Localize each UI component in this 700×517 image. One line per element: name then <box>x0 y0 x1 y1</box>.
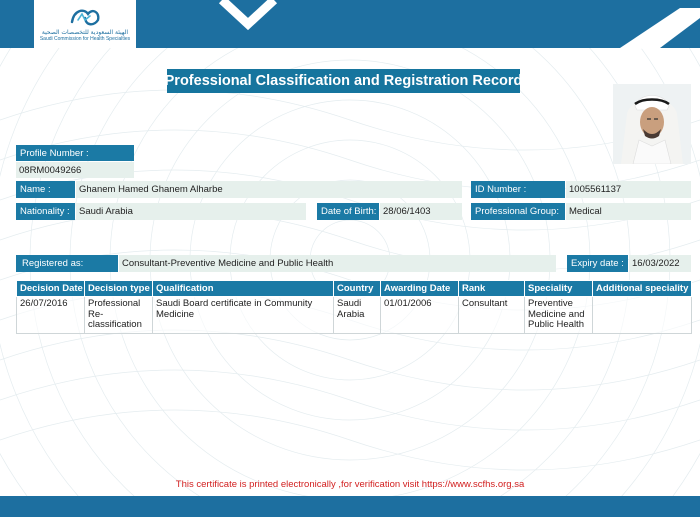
scfhs-emblem-icon <box>68 6 102 28</box>
id-number-value: 1005561137 <box>566 181 691 198</box>
cell-qualification: Saudi Board certificate in Community Medicine <box>153 297 334 334</box>
logo-arabic-text: الهيئة السعودية للتخصصات الصحية <box>41 29 129 36</box>
expiry-date-value: 16/03/2022 <box>629 255 691 272</box>
profile-photo <box>613 84 691 164</box>
table-row <box>17 297 692 334</box>
col-header-speciality: Speciality <box>525 281 593 297</box>
nationality-value: Saudi Arabia <box>76 203 306 220</box>
expiry-date-label: Expiry date : <box>567 255 628 272</box>
name-label: Name : <box>16 181 75 198</box>
name-value: Ghanem Hamed Ghanem Alharbe <box>76 181 462 198</box>
nationality-label: Nationality : <box>16 203 75 220</box>
col-header-decision-date: Decision Date <box>17 281 85 297</box>
professional-group-value: Medical <box>566 203 691 220</box>
page-title: Professional Classification and Registration Record <box>167 69 520 93</box>
table-header-row <box>17 281 692 297</box>
portrait-image <box>613 84 691 164</box>
cell-decision-type: Professional Re-classification <box>85 297 153 334</box>
col-header-country: Country <box>334 281 381 297</box>
col-header-awarding-date: Awarding Date <box>381 281 459 297</box>
col-header-decision-type: Decision type <box>85 281 153 297</box>
footer-band <box>0 496 700 517</box>
cell-additional-speciality <box>593 297 692 334</box>
cell-decision-date: 26/07/2016 <box>17 297 85 334</box>
profile-number-value: 08RM0049266 <box>16 162 134 178</box>
id-number-label: ID Number : <box>471 181 565 198</box>
registered-as-label: Registered as: <box>16 255 118 272</box>
registered-as-value: Consultant-Preventive Medicine and Public Health <box>119 255 556 272</box>
verification-note: This certificate is printed electronically ,for verification visit https://www.scfhs.org.sa <box>175 479 525 490</box>
dob-label: Date of Birth: <box>317 203 379 220</box>
col-header-rank: Rank <box>459 281 525 297</box>
col-header-qualification: Qualification <box>153 281 334 297</box>
cell-rank: Consultant <box>459 297 525 334</box>
dob-value: 28/06/1403 <box>380 203 462 220</box>
classification-table <box>16 280 692 334</box>
logo-english-text: Saudi Commission for Health Specialties <box>39 36 131 42</box>
scfhs-logo <box>34 0 136 48</box>
col-header-additional-speciality: Additional speciality <box>593 281 692 297</box>
profile-number-label: Profile Number : <box>16 145 134 161</box>
cell-awarding-date: 01/01/2006 <box>381 297 459 334</box>
professional-group-label: Professional Group: <box>471 203 565 220</box>
cell-country: Saudi Arabia <box>334 297 381 334</box>
cell-speciality: Preventive Medicine and Public Health <box>525 297 593 334</box>
